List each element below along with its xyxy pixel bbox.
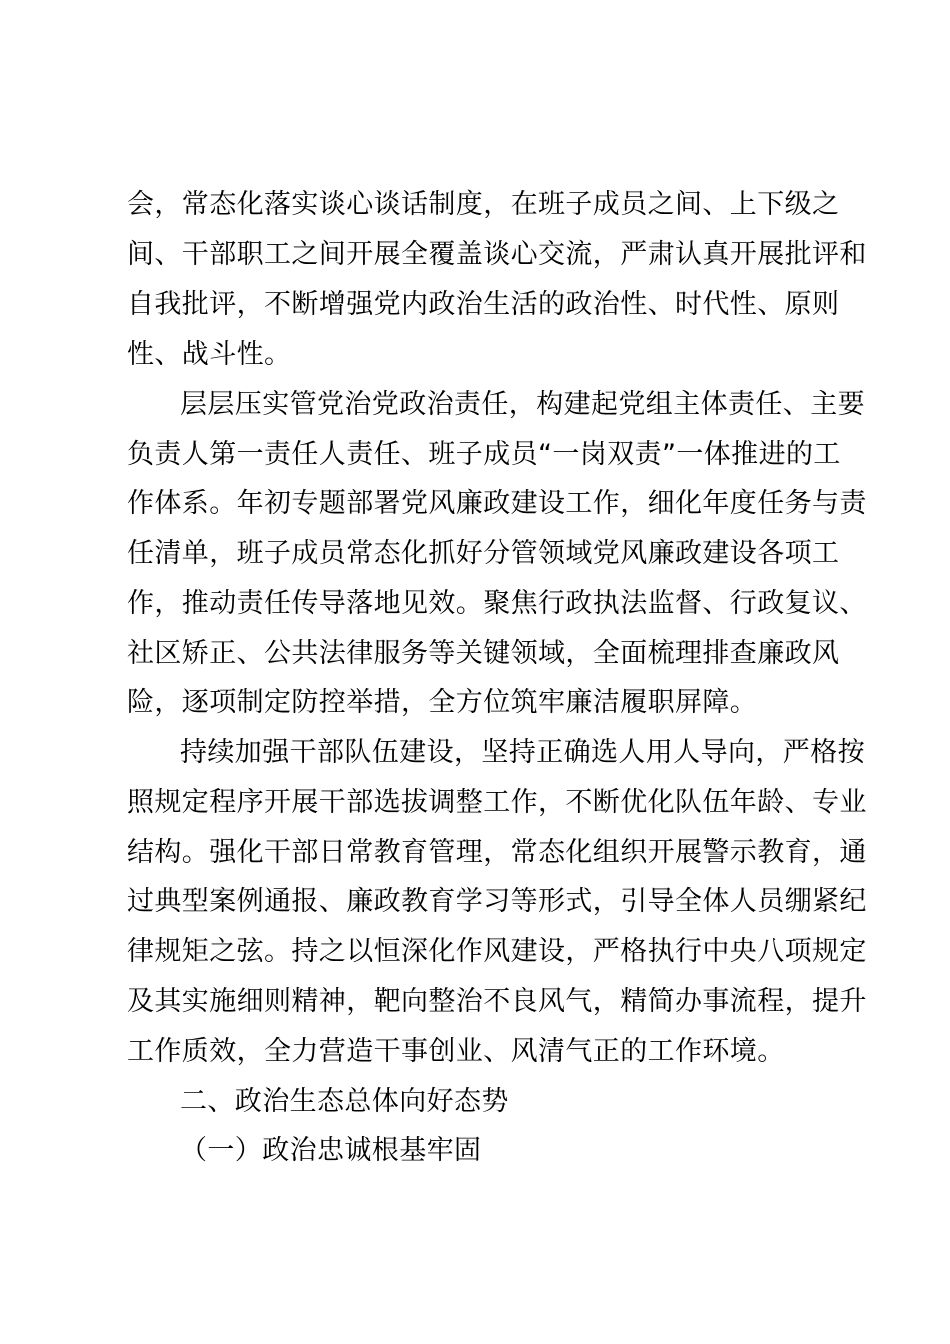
paragraph-3-line-5: 律规矩之弦。持之以恒深化作风建设，严格执行中央八项规定 [127,936,867,967]
paragraph-1-line-2: 间、干部职工之间开展全覆盖谈心交流，严肃认真开展批评和 [127,239,867,270]
paragraph-2-line-2: 负责人第一责任人责任、班子成员“一岗双责”一体推进的工 [127,439,841,470]
paragraph-1-line-4: 性、战斗性。 [127,339,292,370]
paragraph-2-line-6: 社区矫正、公共法律服务等关键领域，全面梳理排查廉政风 [127,638,840,669]
paragraph-3-line-3: 结构。强化干部日常教育管理，常态化组织开展警示教育，通 [127,837,867,868]
paragraph-1-line-3: 自我批评，不断增强党内政治生活的政治性、时代性、原则 [127,289,840,320]
paragraph-1-line-1: 会，常态化落实谈心谈话制度，在班子成员之间、上下级之 [127,189,840,220]
paragraph-2-line-3: 作体系。年初专题部署党风廉政建设工作，细化年度任务与责 [127,488,867,519]
paragraph-3-line-2: 照规定程序开展干部选拔调整工作，不断优化队伍年龄、专业 [127,787,867,818]
paragraph-2-line-7: 险，逐项制定防控举措，全方位筑牢廉洁履职屏障。 [127,687,758,718]
paragraph-3-line-6: 及其实施细则精神，靶向整治不良风气，精简办事流程，提升 [127,986,867,1017]
subsection-heading: （一）政治忠诚根基牢固 [180,1135,482,1166]
section-heading: 二、政治生态总体向好态势 [180,1086,509,1117]
paragraph-2-line-5: 作，推动责任传导落地见效。聚焦行政执法监督、行政复议、 [127,588,867,619]
paragraph-2-line-4: 任清单，班子成员常态化抓好分管领域党风廉政建设各项工 [127,538,840,569]
paragraph-2-line-1: 层层压实管党治党政治责任，构建起党组主体责任、主要 [180,389,865,420]
paragraph-3-line-1: 持续加强干部队伍建设，坚持正确选人用人导向，严格按 [180,737,865,768]
paragraph-3-line-7: 工作质效，全力营造干事创业、风清气正的工作环境。 [127,1036,785,1067]
paragraph-3-line-4: 过典型案例通报、廉政教育学习等形式，引导全体人员绷紧纪 [127,886,867,917]
